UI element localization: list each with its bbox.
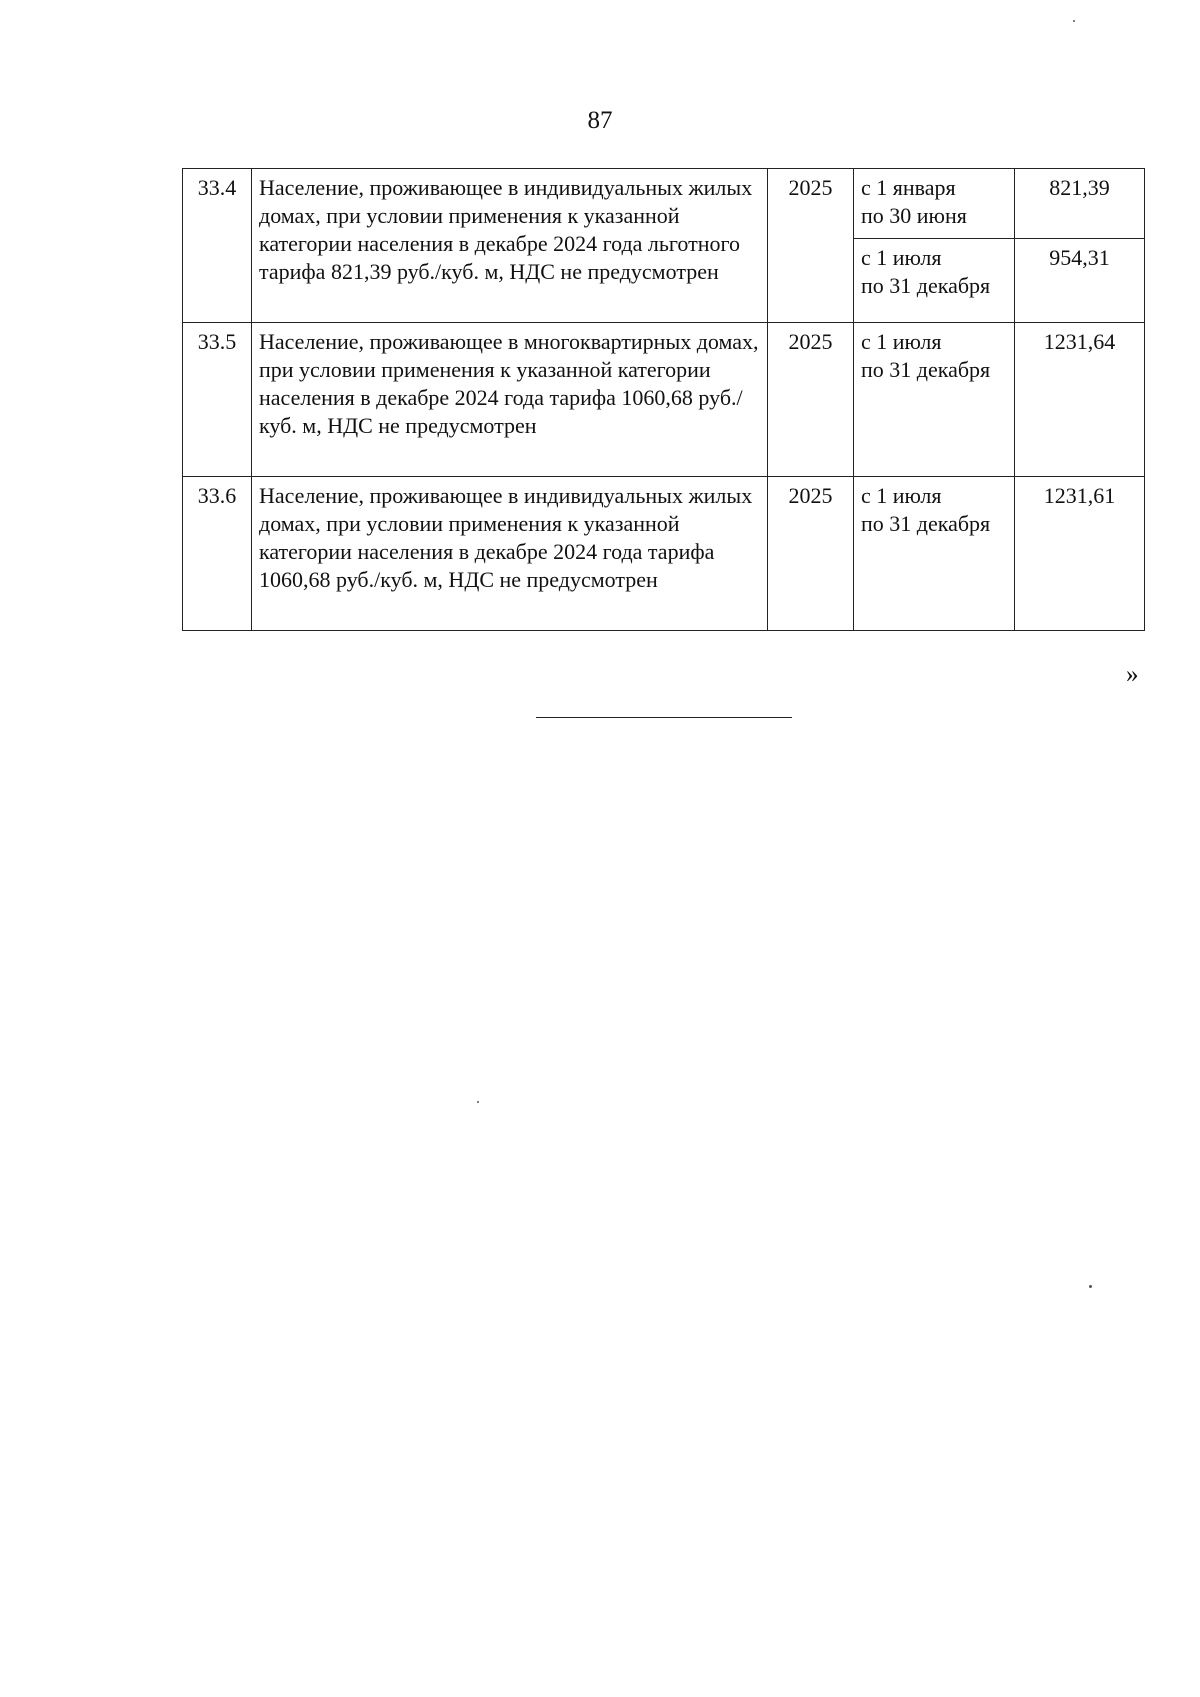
row-value: 821,39 xyxy=(1015,169,1145,239)
row-number: 33.5 xyxy=(183,323,252,477)
period-to: по 30 июня xyxy=(861,203,967,228)
row-value: 1231,64 xyxy=(1015,323,1145,477)
scan-speck xyxy=(477,1101,479,1103)
period-from: с 1 июля xyxy=(861,329,942,354)
row-value: 1231,61 xyxy=(1015,477,1145,631)
row-value: 954,31 xyxy=(1015,239,1145,323)
table-row xyxy=(183,477,1145,631)
row-period xyxy=(854,477,1015,631)
row-number: 33.4 xyxy=(183,169,252,323)
row-period xyxy=(854,239,1015,323)
period-from: с 1 января xyxy=(861,175,956,200)
row-description: Население, проживающее в индивидуальных жилых домах, при условии применения к указанной категории населения в декабре 2024 года тарифа 1060,68 руб./куб. м, НДС не предусмотрен xyxy=(252,477,768,631)
row-description: Население, проживающее в многоквартирных домах, при условии применения к указанной категории населения в декабре 2024 года тарифа 1060,68 руб./куб. м, НДС не предусмотрен xyxy=(252,323,768,477)
end-divider xyxy=(536,717,792,718)
page-number: 87 xyxy=(587,107,613,134)
table-row xyxy=(183,169,1145,239)
closing-quote: » xyxy=(1126,661,1139,688)
row-year: 2025 xyxy=(768,323,854,477)
row-description: Население, проживающее в индивидуальных жилых домах, при условии применения к указанной категории населения в декабре 2024 года льготного тарифа 821,39 руб./куб. м, НДС не предусмотрен xyxy=(252,169,768,323)
row-year: 2025 xyxy=(768,169,854,323)
period-to: по 31 декабря xyxy=(861,357,991,382)
period-to: по 31 декабря xyxy=(861,511,991,536)
period-from: с 1 июля xyxy=(861,245,942,270)
scan-speck xyxy=(1089,1285,1092,1288)
table-row xyxy=(183,323,1145,477)
row-period xyxy=(854,323,1015,477)
period-to: по 31 декабря xyxy=(861,273,991,298)
tariff-table xyxy=(182,168,1145,631)
row-year: 2025 xyxy=(768,477,854,631)
row-number: 33.6 xyxy=(183,477,252,631)
period-from: с 1 июля xyxy=(861,483,942,508)
row-period xyxy=(854,169,1015,239)
scan-speck xyxy=(1073,20,1075,22)
